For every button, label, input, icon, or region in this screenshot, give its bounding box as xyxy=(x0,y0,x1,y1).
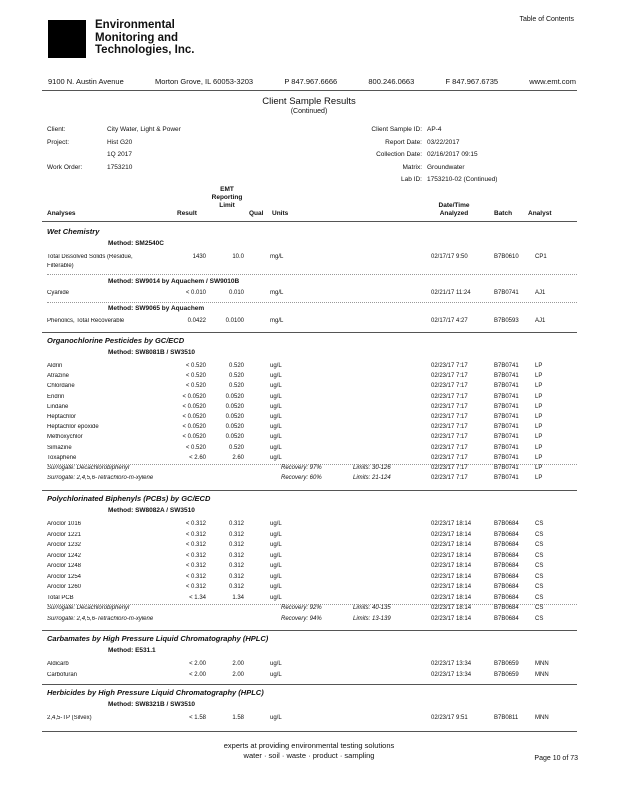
address-bar xyxy=(48,77,576,86)
client-info-labels: Client: Project: Work Order: xyxy=(47,126,83,171)
units: ug/L xyxy=(270,434,282,441)
units: ug/L xyxy=(270,424,282,431)
analyte-name: Aroclor 1254 xyxy=(47,573,82,580)
footer-divider xyxy=(42,731,577,732)
reporting-limit: 0.0100 xyxy=(225,318,244,324)
result-value: 1430 xyxy=(192,254,206,260)
analyst: LP xyxy=(535,414,543,420)
batch: B7B0741 xyxy=(494,363,519,369)
analyte-name: Aroclor 1242 xyxy=(47,552,82,559)
surrogate-row xyxy=(47,605,577,616)
date-analyzed: 02/23/17 18:14 xyxy=(431,573,472,580)
company-logo xyxy=(48,20,86,58)
date-analyzed: 02/23/17 18:14 xyxy=(431,542,472,548)
units: mg/L xyxy=(270,254,284,260)
col-batch: Batch xyxy=(494,210,513,217)
method-label: Method: SW8321B / SW3510 xyxy=(108,701,196,708)
batch: B7B0659 xyxy=(494,671,519,678)
date-analyzed: 02/23/17 18:14 xyxy=(431,605,472,611)
reporting-limit: 0.0520 xyxy=(225,424,244,431)
analyte-name: Aroclor 1232 xyxy=(47,542,82,548)
result-value: < 0.0520 xyxy=(182,424,206,431)
analyst: MNN xyxy=(535,661,549,667)
table-row xyxy=(47,521,577,532)
table-row xyxy=(47,715,577,726)
batch: B7B0741 xyxy=(494,393,519,400)
batch: B7B0684 xyxy=(494,573,519,580)
table-row xyxy=(47,563,577,574)
units: ug/L xyxy=(270,584,282,590)
result-value: < 0.520 xyxy=(185,383,206,390)
table-row-continuation xyxy=(47,263,577,274)
analyst: CS xyxy=(535,552,544,559)
date-analyzed: 02/23/17 7:17 xyxy=(431,475,468,482)
analyst: CS xyxy=(535,521,544,527)
section-divider xyxy=(42,332,577,333)
batch: B7B0684 xyxy=(494,542,519,548)
batch: B7B0741 xyxy=(494,434,519,441)
row-divider xyxy=(47,302,577,303)
analyte-name: Methoxychlor xyxy=(47,434,83,441)
date-analyzed: 02/23/17 18:14 xyxy=(431,552,472,559)
client-info-values xyxy=(107,124,181,174)
reporting-limit: 0.520 xyxy=(228,373,244,380)
reporting-limit: 0.312 xyxy=(228,573,244,580)
units: ug/L xyxy=(270,454,282,461)
batch: B7B0811 xyxy=(494,715,519,721)
analyst: LP xyxy=(535,393,543,400)
project-period: 1Q 2017 xyxy=(107,151,132,158)
fax: F 847.967.6735 xyxy=(445,77,499,86)
reporting-limit: 0.312 xyxy=(228,521,244,527)
analyte-name: Aroclor 1016 xyxy=(47,521,82,527)
result-value: < 0.0520 xyxy=(182,403,206,410)
date-analyzed: 02/23/17 18:14 xyxy=(431,521,472,527)
batch: B7B0659 xyxy=(494,661,519,667)
result-value: < 1.34 xyxy=(189,594,206,601)
analyte-name: Atrazine xyxy=(47,373,70,380)
sample-info-labels: Client Sample ID: Report Date: Collection Date: Matrix: Lab ID: xyxy=(371,126,422,183)
date-analyzed: 02/23/17 18:14 xyxy=(431,615,472,622)
analyst: CS xyxy=(535,615,544,622)
units: ug/L xyxy=(270,542,282,548)
method-label: Method: SW8081B / SW3510 xyxy=(108,349,196,356)
result-value: < 0.010 xyxy=(185,290,206,296)
analyst: LP xyxy=(535,465,543,471)
section-divider xyxy=(42,684,577,685)
batch: B7B0741 xyxy=(494,373,519,380)
reporting-limit: 1.34 xyxy=(232,594,244,601)
date-analyzed: 02/23/17 18:14 xyxy=(431,594,472,601)
units: mg/L xyxy=(270,290,284,296)
analyst: LP xyxy=(535,424,543,431)
table-row xyxy=(47,434,577,445)
reporting-limit: 0.312 xyxy=(228,531,244,538)
reporting-limit: 0.0520 xyxy=(225,434,244,441)
reporting-limit: 2.60 xyxy=(232,454,244,461)
date-analyzed: 02/23/17 7:17 xyxy=(431,393,468,400)
result-value: < 0.312 xyxy=(185,542,206,548)
result-value: < 0.312 xyxy=(185,584,206,590)
date-analyzed: 02/23/17 7:17 xyxy=(431,403,468,410)
method-label: Method: SW8082A / SW3510 xyxy=(108,507,195,514)
section-carbamates: Carbamates by High Pressure Liquid Chromatography (HPLC) xyxy=(47,634,269,643)
row-divider xyxy=(47,274,577,275)
analyst: CS xyxy=(535,594,544,601)
analyte-name: Phenolics, Total Recoverable xyxy=(47,318,125,324)
analyst: CS xyxy=(535,573,544,580)
analyte-name: Lindane xyxy=(47,403,69,410)
surrogate-row xyxy=(47,475,577,486)
result-value: < 0.520 xyxy=(185,444,206,451)
analyst: LP xyxy=(535,383,543,390)
limits: Limits: 21-124 xyxy=(353,475,391,482)
analyte-name: Toxaphene xyxy=(47,454,77,461)
batch: B7B0684 xyxy=(494,605,519,611)
alt-phone: 800.246.0663 xyxy=(368,77,415,86)
analyte-name: Carbofuran xyxy=(47,671,78,678)
website: www.emt.com xyxy=(529,77,576,86)
recovery: Recovery: 94% xyxy=(281,615,322,622)
analyte-name: Aroclor 1248 xyxy=(47,563,82,569)
units: ug/L xyxy=(270,414,282,420)
units: ug/L xyxy=(270,715,282,721)
method-label: Method: E531.1 xyxy=(108,647,156,654)
surrogate-name: Surrogate: Decachlorobiphenyl xyxy=(47,605,130,611)
units: ug/L xyxy=(270,661,282,667)
units: ug/L xyxy=(270,444,282,451)
reporting-limit: 2.00 xyxy=(232,671,244,678)
analyte-name: Heptachlor xyxy=(47,414,77,420)
reporting-limit: 2.00 xyxy=(232,661,244,667)
units: ug/L xyxy=(270,403,282,410)
date-analyzed: 02/23/17 7:17 xyxy=(431,414,468,420)
date-analyzed: 02/21/17 11:24 xyxy=(431,290,471,296)
table-row xyxy=(47,542,577,553)
analyst: CS xyxy=(535,584,544,590)
batch: B7B0593 xyxy=(494,318,519,324)
result-value: < 0.0520 xyxy=(182,434,206,441)
table-row xyxy=(47,584,577,595)
footer-services: water · soil · waste · product · sampling xyxy=(243,751,375,760)
result-value: < 0.520 xyxy=(185,373,206,380)
method-label: Method: SW9065 by Aquachem xyxy=(108,305,205,312)
batch: B7B0741 xyxy=(494,383,519,390)
method-label: Method: SM2540C xyxy=(108,240,164,247)
recovery: Recovery: 60% xyxy=(281,475,322,482)
analyte-name: Aldrin xyxy=(47,363,63,369)
collection-date: 02/16/2017 09:15 xyxy=(427,151,478,158)
units: ug/L xyxy=(270,563,282,569)
result-value: < 0.0520 xyxy=(182,414,206,420)
units: ug/L xyxy=(270,373,282,380)
batch: B7B0610 xyxy=(494,254,519,260)
analyst: AJ1 xyxy=(535,290,546,296)
date-analyzed: 02/23/17 7:17 xyxy=(431,465,468,471)
page-title: Client Sample Results xyxy=(262,96,356,107)
table-row xyxy=(47,383,577,394)
result-value: < 0.312 xyxy=(185,521,206,527)
batch: B7B0741 xyxy=(494,414,519,420)
lab-id: 1753210-02 (Continued) xyxy=(427,176,498,183)
batch: B7B0741 xyxy=(494,465,519,471)
analyte-name: Total PCB xyxy=(47,594,74,601)
date-analyzed: 02/23/17 7:17 xyxy=(431,444,468,451)
analyte-name: Aroclor 1260 xyxy=(47,584,82,590)
analyst: LP xyxy=(535,373,543,380)
surrogate-row xyxy=(47,616,577,627)
units: ug/L xyxy=(270,383,282,390)
section-organochlorine-pesticides: Organochlorine Pesticides by GC/ECD xyxy=(47,336,185,345)
recovery: Recovery: 97% xyxy=(281,465,322,471)
date-analyzed: 02/23/17 18:14 xyxy=(431,563,472,569)
city: Morton Grove, IL 60053-3203 xyxy=(154,77,254,86)
result-value: < 2.00 xyxy=(189,661,206,667)
analyte-name: Heptachlor epoxide xyxy=(47,424,99,431)
batch: B7B0741 xyxy=(494,403,519,410)
table-row xyxy=(47,424,577,435)
section-pcbs: Polychlorinated Biphenyls (PCBs) by GC/ECD xyxy=(47,494,211,503)
col-units: Units xyxy=(272,210,289,217)
result-value: < 0.520 xyxy=(185,363,206,369)
analyte-name: Endrin xyxy=(47,393,65,400)
date-analyzed: 02/17/17 9:50 xyxy=(431,254,468,260)
units: ug/L xyxy=(270,393,282,400)
date-analyzed: 02/23/17 7:17 xyxy=(431,434,468,441)
limits: Limits: 40-135 xyxy=(353,605,391,611)
table-header-divider xyxy=(42,221,577,222)
date-analyzed: 02/23/17 18:14 xyxy=(431,531,472,538)
reporting-limit: 10.0 xyxy=(232,254,244,260)
units: mg/L xyxy=(270,318,284,324)
analyst: LP xyxy=(535,434,543,441)
table-row xyxy=(47,445,577,456)
col-result: Result xyxy=(177,210,197,217)
batch: B7B0741 xyxy=(494,475,519,482)
units: ug/L xyxy=(270,671,282,678)
date-analyzed: 02/23/17 7:17 xyxy=(431,454,468,461)
surrogate-name: Surrogate: 2,4,5,6-Tetrachloro-m-xylene xyxy=(47,615,154,622)
table-row xyxy=(47,404,577,415)
page-number: Page 10 of 73 xyxy=(534,755,578,762)
date-analyzed: 02/23/17 7:17 xyxy=(431,363,468,369)
date-analyzed: 02/23/17 7:17 xyxy=(431,424,468,431)
analyte-name: Simazine xyxy=(47,444,72,451)
analyst: AJ1 xyxy=(535,318,546,324)
page-subtitle: (Continued) xyxy=(290,108,328,115)
table-row xyxy=(47,373,577,384)
result-value: < 2.60 xyxy=(189,454,206,461)
table-row xyxy=(47,672,577,683)
result-value: < 0.312 xyxy=(185,552,206,559)
analyst: MNN xyxy=(535,671,549,678)
batch: B7B0684 xyxy=(494,584,519,590)
table-of-contents-link[interactable]: Table of Contents xyxy=(519,16,574,23)
street: 9100 N. Austin Avenue xyxy=(48,77,124,86)
footer-tagline: experts at providing environmental testing solutions xyxy=(223,741,395,750)
analyst: CS xyxy=(535,605,544,611)
batch: B7B0741 xyxy=(494,424,519,431)
phone: P 847.967.6666 xyxy=(284,77,338,86)
result-value: < 0.312 xyxy=(185,531,206,538)
units: ug/L xyxy=(270,363,282,369)
analyst: LP xyxy=(535,403,543,410)
reporting-limit: 0.312 xyxy=(228,552,244,559)
result-value: < 2.00 xyxy=(189,671,206,678)
analyst: MNN xyxy=(535,715,549,721)
batch: B7B0684 xyxy=(494,563,519,569)
reporting-limit: 0.010 xyxy=(228,290,244,296)
reporting-limit: 0.0520 xyxy=(225,393,244,400)
batch: B7B0741 xyxy=(494,454,519,461)
date-analyzed: 02/23/17 13:34 xyxy=(431,671,472,678)
table-row xyxy=(47,532,577,543)
table-row xyxy=(47,394,577,405)
result-value: 0.0422 xyxy=(187,318,206,324)
surrogate-name: Surrogate: Decachlorobiphenyl xyxy=(47,465,130,471)
work-order: 1753210 xyxy=(107,163,133,171)
date-analyzed: 02/23/17 7:17 xyxy=(431,373,468,380)
client-name: City Water, Light & Power xyxy=(107,126,181,133)
units: ug/L xyxy=(270,594,282,601)
date-analyzed: 02/23/17 13:34 xyxy=(431,661,472,667)
reporting-limit: 0.520 xyxy=(228,383,244,390)
col-analyst: Analyst xyxy=(528,210,552,217)
units: ug/L xyxy=(270,521,282,527)
analyte-name: Aroclor 1221 xyxy=(47,531,82,538)
col-reporting-limit: EMT Reporting Limit xyxy=(211,186,243,209)
col-date-analyzed: Date/Time Analyzed xyxy=(438,202,470,217)
result-value: < 0.312 xyxy=(185,573,206,580)
batch: B7B0741 xyxy=(494,290,519,296)
reporting-limit: 0.520 xyxy=(228,444,244,451)
limits: Limits: 30-126 xyxy=(353,465,391,471)
recovery: Recovery: 92% xyxy=(281,605,322,611)
result-value: < 1.58 xyxy=(189,715,206,721)
date-analyzed: 02/23/17 7:17 xyxy=(431,383,468,390)
analyst: CS xyxy=(535,563,544,569)
analyte-name-cont: Filterable) xyxy=(47,263,74,269)
analyst: CS xyxy=(535,542,544,548)
analyte-name: Total Dissolved Solids (Residue, xyxy=(47,254,133,260)
reporting-limit: 0.0520 xyxy=(225,414,244,420)
date-analyzed: 02/23/17 18:14 xyxy=(431,584,472,590)
section-wet-chemistry: Wet Chemistry xyxy=(47,227,100,236)
analyte-name: Aldicarb xyxy=(47,661,69,667)
analyst: LP xyxy=(535,444,543,451)
section-herbicides: Herbicides by High Pressure Liquid Chromatography (HPLC) xyxy=(47,688,264,697)
table-row xyxy=(47,414,577,425)
analyst: CP1 xyxy=(535,254,547,260)
units: ug/L xyxy=(270,552,282,559)
project-name: Hist G20 xyxy=(107,138,133,146)
col-qual: Qual xyxy=(249,210,264,217)
batch: B7B0684 xyxy=(494,521,519,527)
company-name: Environmental Monitoring and Technologies, Inc. xyxy=(95,19,195,56)
reporting-limit: 1.58 xyxy=(232,715,244,721)
table-row xyxy=(47,661,577,672)
reporting-limit: 0.0520 xyxy=(225,403,244,410)
analyte-name: 2,4,5-TP (Silvex) xyxy=(47,715,92,721)
table-row xyxy=(47,553,577,564)
analyst: LP xyxy=(535,475,543,482)
sample-id: AP-4 xyxy=(427,126,442,133)
section-divider xyxy=(42,630,577,631)
table-row xyxy=(47,318,577,329)
batch: B7B0684 xyxy=(494,552,519,559)
matrix: Groundwater xyxy=(427,163,465,171)
analyst: CS xyxy=(535,531,544,538)
limits: Limits: 13-139 xyxy=(353,615,391,622)
report-date: 03/22/2017 xyxy=(427,138,460,146)
surrogate-row xyxy=(47,465,577,476)
batch: B7B0684 xyxy=(494,615,519,622)
section-divider xyxy=(42,490,577,491)
batch: B7B0684 xyxy=(494,531,519,538)
reporting-limit: 0.520 xyxy=(228,363,244,369)
units: ug/L xyxy=(270,573,282,580)
table-row xyxy=(47,574,577,585)
analyst: LP xyxy=(535,363,543,369)
batch: B7B0741 xyxy=(494,444,519,451)
result-value: < 0.0520 xyxy=(182,393,206,400)
result-value: < 0.312 xyxy=(185,563,206,569)
sample-info-values xyxy=(427,124,497,187)
analyst: LP xyxy=(535,454,543,461)
date-analyzed: 02/23/17 9:51 xyxy=(431,715,468,721)
analyte-name: Cyanide xyxy=(47,290,70,296)
reporting-limit: 0.312 xyxy=(228,542,244,548)
header-divider xyxy=(42,90,577,91)
table-row xyxy=(47,290,577,301)
reporting-limit: 0.312 xyxy=(228,584,244,590)
analyte-name: Chlordane xyxy=(47,383,75,390)
reporting-limit: 0.312 xyxy=(228,563,244,569)
col-analyses: Analyses xyxy=(47,210,76,217)
units: ug/L xyxy=(270,531,282,538)
method-label: Method: SW9014 by Aquachem / SW9010B xyxy=(108,278,240,285)
batch: B7B0684 xyxy=(494,594,519,601)
surrogate-name: Surrogate: 2,4,5,6-Tetrachloro-m-xylene xyxy=(47,475,154,482)
table-row xyxy=(47,363,577,374)
date-analyzed: 02/17/17 4:27 xyxy=(431,318,468,324)
